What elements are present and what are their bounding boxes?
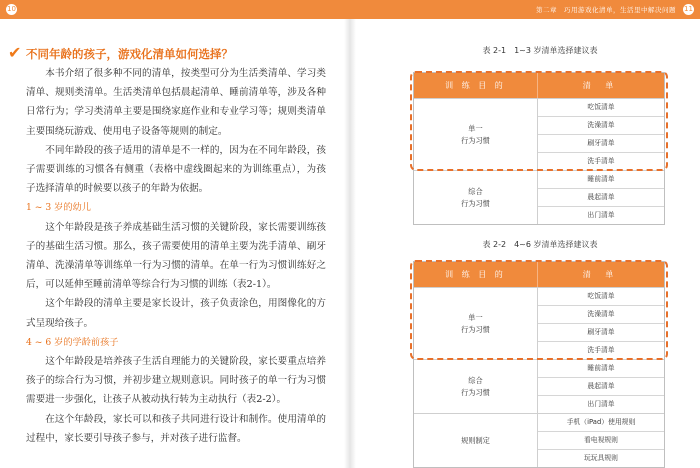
group-label: 综合 行为习惯 <box>461 186 490 208</box>
checklist-cell: 洗澡清单 <box>538 116 664 134</box>
body-paragraph: 不同年龄段的孩子适用的清单是不一样的，因为在不同年龄段，孩子需要训练的习惯各有侧重（表格中虚线圈起来的为训练重点），为孩子选择清单的时候要以孩子的年龄为依据。 <box>26 144 326 195</box>
left-page-number: 10 <box>7 5 16 13</box>
right-page-number: 11 <box>684 5 693 13</box>
checklist-cell: 刷牙清单 <box>538 323 664 341</box>
body-paragraph: 在这个年龄段，家长可以和孩子共同进行设计和制作。使用清单的过程中，家长要引导孩子参与，并对孩子进行监督。 <box>26 413 326 444</box>
book-spine-shadow <box>344 19 356 468</box>
body-paragraph: 本书介绍了很多种不同的清单，按类型可分为生活类清单、学习类清单、规则类清单。生活类清单包括晨起清单、睡前清单等，涉及各种日常行为；学习类清单主要是围绕家庭作业和专业学习等；规则类清单主要围绕玩游戏、使用电子设备等规则的制定。 <box>26 68 326 137</box>
running-title: 第二章 巧用游戏化清单，生活里中解决问题 <box>536 6 676 14</box>
table-header <box>414 262 664 287</box>
table-4-6-years <box>413 261 665 468</box>
header-checklist: 清 单 <box>537 262 664 287</box>
checklist-cell: 手机（iPad）使用规则 <box>566 418 636 426</box>
table-header <box>414 73 664 98</box>
checklist-cell: 玩玩具规则 <box>538 449 664 467</box>
table-group <box>414 287 664 359</box>
left-page <box>8 44 326 448</box>
group-label: 综合 行为习惯 <box>461 375 490 397</box>
subheading-toddlers: 1 ~ 3 岁的幼儿 <box>26 202 91 214</box>
checklist-cell: 晨起清单 <box>538 188 664 206</box>
table-caption: 表 2-2 4~6 岁清单选择建议表 <box>482 240 598 249</box>
top-bar <box>0 0 700 19</box>
checklist-cell: 看电视规则 <box>538 431 664 449</box>
table-group <box>414 98 664 170</box>
checklist-cell: 出门清单 <box>538 395 664 413</box>
body-paragraph: 这个年龄段是培养孩子生活自理能力的关键阶段，家长要重点培养孩子的综合行为习惯，并初步建立规则意识。同时孩子的单一行为习惯需要进一步强化，让孩子从被动执行转为主动执行（表2-2）。 <box>26 356 326 406</box>
header-training-goal: 训 练 目 的 <box>445 81 506 90</box>
body-paragraph: 这个年龄段是孩子养成基础生活习惯的关键阶段，家长需要训练孩子的基础生活习惯。那么，孩子需要使用的清单主要为洗手清单、刷牙清单、洗澡清单等训练单一行为习惯的清单。在单一行为习惯训练好之后，可以延伸至睡前清单等综合行为习惯的训练（表2-1）。 <box>26 221 326 291</box>
table-group <box>414 170 664 224</box>
checklist-cell: 吃饭清单 <box>587 292 615 300</box>
header-training-goal: 训 练 目 的 <box>445 270 506 279</box>
table-group <box>414 413 664 467</box>
checklist-cell: 洗澡清单 <box>538 305 664 323</box>
section-heading-text: 不同年龄的孩子，游戏化清单如何选择？ <box>26 47 233 61</box>
right-page <box>413 44 667 468</box>
checklist-cell: 洗手清单 <box>538 152 664 170</box>
group-label: 单一 行为习惯 <box>461 312 490 334</box>
checklist-cell: 刷牙清单 <box>538 134 664 152</box>
group-label: 单一 行为习惯 <box>461 123 490 145</box>
table-caption: 表 2-1 1~3 岁清单选择建议表 <box>482 46 598 55</box>
subheading-preschool: 4 ~ 6 岁的学龄前孩子 <box>26 336 119 348</box>
table-group <box>414 359 664 413</box>
body-paragraph: 这个年龄段的清单主要是家长设计，孩子负责涂色，用图像化的方式呈现给孩子。 <box>26 298 326 329</box>
checklist-cell: 洗手清单 <box>538 341 664 359</box>
checklist-cell: 吃饭清单 <box>587 103 615 111</box>
section-heading <box>8 44 326 64</box>
table-1-3-years <box>413 72 665 225</box>
checkmark-icon: ✔ <box>8 43 22 62</box>
checklist-cell: 睡前清单 <box>587 175 615 183</box>
header-checklist: 清 单 <box>537 73 664 98</box>
checklist-cell: 睡前清单 <box>587 364 615 372</box>
group-label: 规则制定 <box>461 435 490 445</box>
checklist-cell: 晨起清单 <box>538 377 664 395</box>
checklist-cell: 出门清单 <box>538 206 664 224</box>
